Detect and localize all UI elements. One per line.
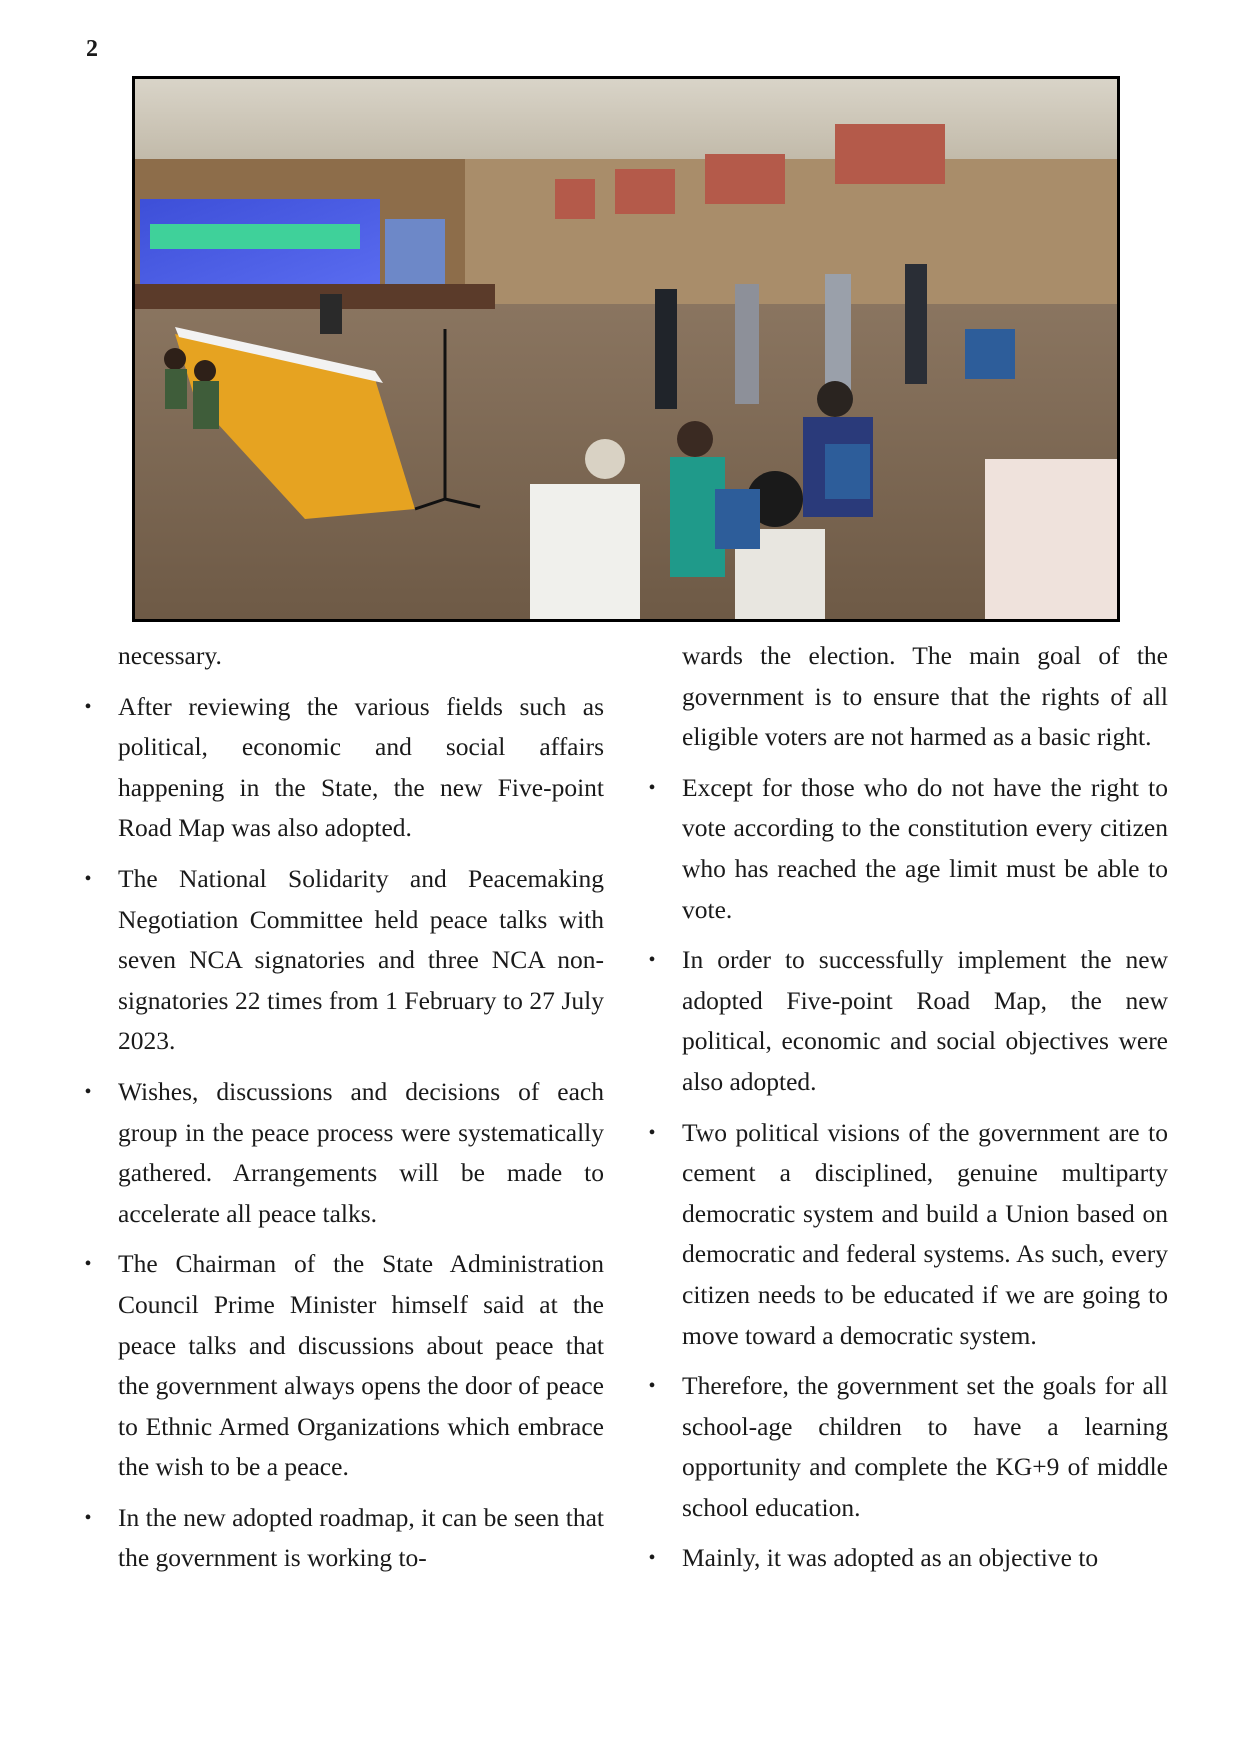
bullet-icon: • [84, 1253, 92, 1276]
list-item: • The Chairman of the State Administration Council Prime Minister himself said at the peace talks and discussions about peace that the government always opens the door of peace to Ethnic Armed Organizations which embrace the wish to be a peace. [78, 1244, 604, 1488]
bullet-icon: • [84, 695, 92, 718]
list-item: • Two political visions of the government are to cement a disciplined, genuine multiparty democratic system and build a Union based on democratic and federal systems. As such, every citizen needs to be educated if we are going to move toward a democratic system. [642, 1113, 1168, 1357]
list-item: • In order to successfully implement the new adopted Five-point Road Map, the new political, economic and social objectives were also adopted. [642, 940, 1168, 1102]
list-item: • After reviewing the various fields such as political, economic and social affairs happening in the State, the new Five-point Road Map was also adopted. [78, 687, 604, 849]
right-column [642, 636, 1168, 1579]
left-continuation: necessary. [118, 641, 222, 670]
list-item: • In the new adopted roadmap, it can be seen that the government is working to- [78, 1498, 604, 1579]
bullet-icon: • [84, 1080, 92, 1103]
list-item: • Therefore, the government set the goals for all school-age children to have a learning opportunity and complete the KG+9 of middle school education. [642, 1366, 1168, 1528]
list-item: • The National Solidarity and Peacemaking Negotiation Committee held peace talks with seven NCA signatories and three NCA non-signatories 22 times from 1 February to 27 July 2023. [78, 859, 604, 1062]
bullet-icon: • [648, 1375, 656, 1398]
list-item: • Mainly, it was adopted as an objective to [642, 1538, 1168, 1579]
list-item: • Except for those who do not have the right to vote according to the constitution every citizen who has reached the age limit must be able to vote. [642, 768, 1168, 930]
bullet-icon: • [648, 949, 656, 972]
right-continuation: wards the election. The main goal of the government is to ensure that the rights of all eligible voters are not harmed as a basic right. [682, 641, 1168, 752]
bullet-icon: • [648, 1547, 656, 1570]
left-column [78, 636, 604, 1579]
list-item: • Wishes, discussions and decisions of each group in the peace process were systematically gathered. Arrangements will be made to accelerate all peace talks. [78, 1072, 604, 1234]
bullet-icon: • [84, 1506, 92, 1529]
bullet-icon: • [648, 776, 656, 799]
bullet-icon: • [648, 1121, 656, 1144]
bullet-icon: • [84, 867, 92, 890]
page-number: 2 [86, 36, 98, 62]
conference-photo [132, 76, 1120, 622]
